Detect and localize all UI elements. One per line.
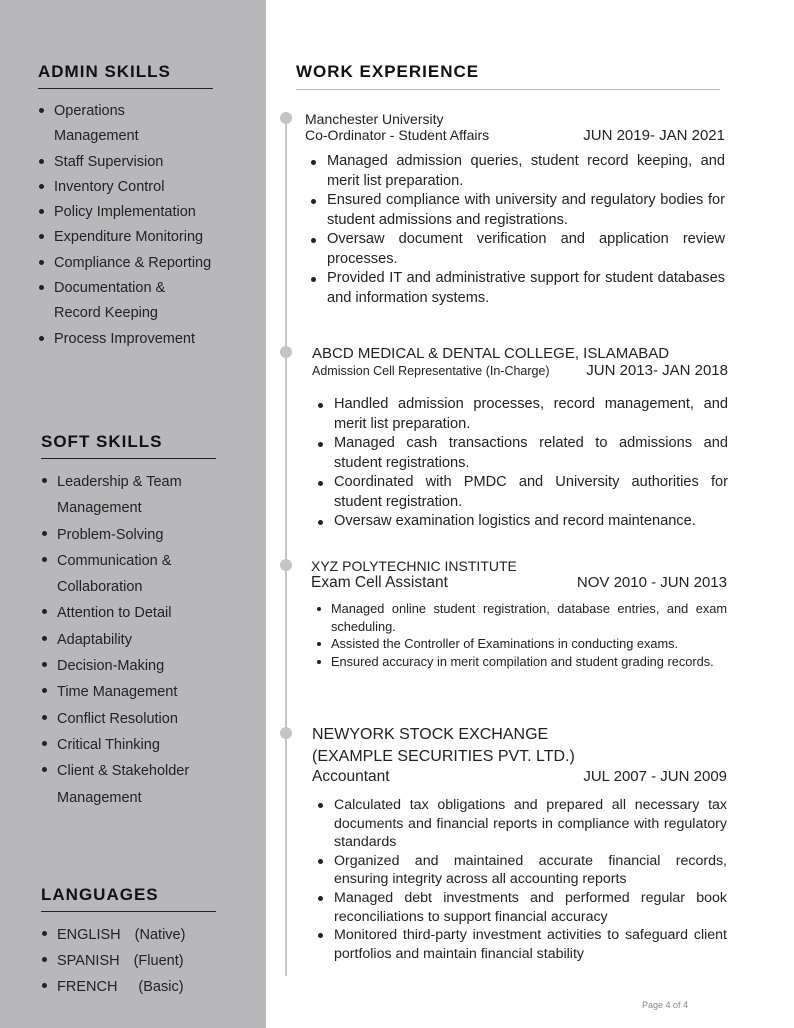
company-name: Manchester University — [305, 111, 444, 127]
job-bullet: Assisted the Controller of Examinations in conducting exams. — [311, 635, 727, 653]
skill-item-continued: Record Keeping — [54, 305, 158, 322]
job-bullet: Managed cash transactions related to admissions and student registrations. — [312, 434, 728, 473]
job-bullet: Ensured compliance with university and regulatory bodies for student admissions and registrations. — [305, 191, 725, 230]
skill-item: Attention to Detail — [41, 600, 216, 626]
languages-section — [41, 885, 216, 1000]
skill-item: Decision-Making — [41, 653, 216, 679]
skill-item: Adaptability — [41, 627, 216, 653]
timeline-dot — [280, 112, 292, 124]
company-name: XYZ POLYTECHNIC INSTITUTE — [311, 558, 517, 574]
job-bullet: Oversaw examination logistics and record maintenance. — [312, 512, 728, 532]
skill-item: Conflict Resolution — [41, 706, 216, 732]
language-level: (Native) — [134, 927, 186, 943]
company-name: NEWYORK STOCK EXCHANGE — [312, 726, 549, 743]
job-bullet: Provided IT and administrative support for student databases and information systems. — [305, 269, 725, 308]
skill-item: Operations Management — [38, 99, 213, 150]
skill-item: Critical Thinking — [41, 732, 216, 758]
skill-item: Communication & — [41, 548, 216, 574]
job-entry — [311, 558, 727, 671]
timeline-dot — [280, 727, 292, 739]
timeline-dot — [280, 346, 292, 358]
language-name: ENGLISH — [57, 927, 121, 943]
timeline-dot — [280, 559, 292, 571]
skill-item: Documentation & — [38, 276, 213, 301]
skill-item: Compliance & Reporting — [38, 251, 213, 276]
divider — [296, 89, 720, 90]
job-bullet: Organized and maintained accurate financial records, ensuring integrity across all accounting reports — [312, 852, 727, 889]
job-bullet: Handled admission processes, record management, and merit list preparation. — [312, 395, 728, 434]
page-number: Page 4 of 4 — [642, 1000, 689, 1010]
work-experience-heading: WORK EXPERIENCE — [296, 62, 480, 81]
job-entry — [305, 111, 725, 308]
language-item — [41, 922, 216, 948]
section-heading: LANGUAGES — [41, 885, 216, 912]
job-role: Admission Cell Representative (In-Charge) — [312, 364, 550, 378]
job-bullet: Ensured accuracy in merit compilation and student grading records. — [311, 653, 727, 671]
skill-item-continued: Management — [57, 500, 142, 517]
job-bullet: Monitored third-party investment activities to safeguard client portfolios and maintain financial stability — [312, 926, 727, 963]
job-role: Accountant — [312, 768, 390, 785]
language-name: SPANISH — [57, 953, 120, 969]
section-heading: SOFT SKILLS — [41, 432, 216, 459]
skill-item-continued: Management — [57, 789, 142, 806]
job-bullet: Oversaw document verification and application review processes. — [305, 230, 725, 269]
job-dates: JUN 2013- JAN 2018 — [586, 362, 728, 379]
skill-item: Leadership & Team — [41, 469, 216, 495]
job-bullet: Calculated tax obligations and prepared all necessary tax documents and financial reports in compliance with regulatory standards — [312, 796, 727, 852]
admin-skills-section — [38, 62, 213, 352]
skill-item: Client & Stakeholder — [41, 758, 216, 784]
job-entry — [312, 724, 727, 963]
skill-item: Expenditure Monitoring — [38, 225, 213, 250]
job-bullet: Managed online student registration, database entries, and exam scheduling. — [311, 600, 727, 635]
skill-item: Problem-Solving — [41, 522, 216, 548]
job-role: Co-Ordinator - Student Affairs — [305, 127, 490, 143]
language-level: (Basic) — [138, 979, 184, 995]
timeline-line — [285, 118, 287, 976]
section-heading: ADMIN SKILLS — [38, 62, 213, 89]
skill-item: Staff Supervision — [38, 150, 213, 175]
skill-item: Inventory Control — [38, 175, 213, 200]
language-level: (Fluent) — [133, 953, 184, 969]
job-role: Exam Cell Assistant — [311, 574, 448, 591]
job-entry — [312, 345, 728, 532]
skill-item: Policy Implementation — [38, 200, 213, 225]
job-dates: NOV 2010 - JUN 2013 — [576, 574, 727, 591]
skill-item-continued: Collaboration — [57, 579, 143, 596]
job-bullet: Managed admission queries, student record keeping, and merit list preparation. — [305, 152, 725, 191]
language-name: FRENCH — [57, 979, 118, 995]
job-dates: JUN 2019- JAN 2021 — [583, 127, 725, 144]
skill-item: Time Management — [41, 679, 216, 705]
job-bullet: Coordinated with PMDC and University authorities for student registration. — [312, 473, 728, 512]
company-name: ABCD MEDICAL & DENTAL COLLEGE, ISLAMABAD — [312, 345, 670, 362]
soft-skills-section — [41, 432, 216, 811]
job-dates: JUL 2007 - JUN 2009 — [583, 768, 727, 785]
language-item — [41, 974, 216, 1000]
company-name-sub: (EXAMPLE SECURITIES PVT. LTD.) — [312, 748, 575, 765]
language-item — [41, 948, 216, 974]
job-bullet: Managed debt investments and performed regular book reconciliations to support financial accuracy — [312, 889, 727, 926]
skill-item: Process Improvement — [38, 327, 213, 352]
